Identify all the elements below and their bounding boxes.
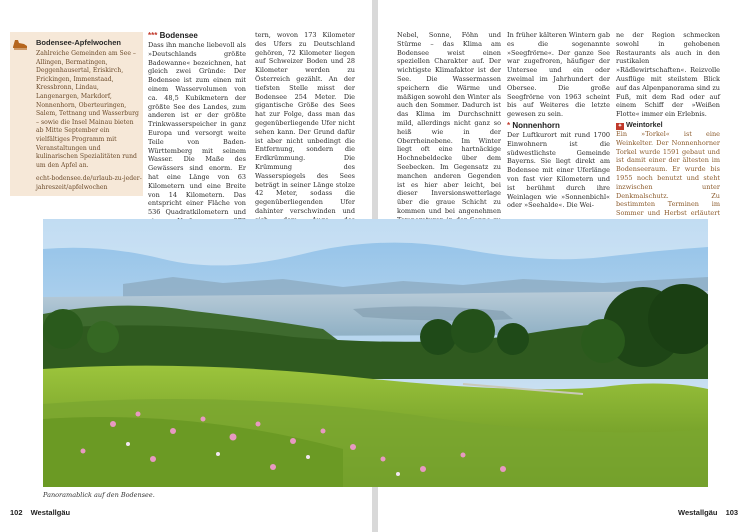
section-name: Westallgäu (678, 508, 718, 517)
column-bodensee (148, 31, 246, 235)
heading-text: Nonnenhorn (512, 120, 560, 130)
page-number: 103 (725, 508, 739, 517)
body-text: ne der Region schmecken sowohl in gehobenen Restaurants als auch in den rustikalen »Rädlewirtschaften«. Reizvolle Ausflüge mit steilstem Blick auf das Alpenpanorama sind zu Fuß, mit dem Rad oder auf einem Schiff der »Weißen Flotte« immer ein Erlebnis. (616, 31, 720, 119)
column-weintorkel (616, 31, 720, 227)
rating-stars: * (507, 120, 511, 130)
weintorkel-text: Ein »Torkel« ist eine Weinkelter. Der Nonnenhorner Torkel wurde 1591 gebaut und ist damit einer der ältesten im Bodenseeraum. Er wurde bis 1955 noch benutzt und steht inzwischen unter Denkmalschutz. Zu bestimmten Terminen im Sommer und Herbst erläutert (616, 129, 720, 218)
shoe-icon (11, 37, 29, 51)
info-box-link[interactable]: echt-bodensee.de/urlaub-zu-jeder-jahreszeit/apfelwochen (36, 175, 142, 191)
body-text: Der Luftkurort mit rund 1700 Einwohnern ist die südwestlichste Gemeinde Bayerns. Sie liegt direkt am Bodensee mit einer Uferlänge von fast vier Kilometern und ist berühmt durch ihre Weinlagen wie »Sonnenbichl« oder »Seehalde«. Die Wei- (507, 130, 610, 210)
info-box-body: Zahlreiche Gemeinden am See – Allingen, Bermatingen, Deggenhausertal, Eriskirch, Frickingen, Immenstaad, Kressbronn, Lindau, Langenargen, Markdorf, Nonnenhorn, Oberteuringen, Salem, Tettnang und Wasserburg – sowie die Insel Mainau bieten ab Mitte September ein vielfältiges Programm mit Veranstaltungen und kulinarischen Spezialitäten rund um den Apfel an. (36, 50, 139, 169)
folio-right (678, 508, 738, 517)
column-nonnenhorn (507, 31, 610, 210)
panorama-photo (43, 219, 708, 487)
heading-text: Weintorkel (626, 119, 663, 129)
column-klima (397, 31, 501, 233)
section-name: Westallgäu (30, 508, 71, 517)
info-box-title: Bodensee-Apfelwochen (36, 38, 122, 47)
page-number: 102 (10, 508, 23, 517)
body-text: tern, wovon 173 Kilometer des Ufers zu Deutschland gehören, 72 Kilometer liegen auf Schweizer Boden und 28 Kilometer werden zu Österreich gezählt. An der tiefsten Stelle misst der Bodensee 254 Meter. Die gigantische Größe des Sees hat zur Folge, dass man das gegenüberliegende Ufer nicht sehen kann. Der Grund dafür ist aber nicht unbedingt die Entfernung, sondern die Erdkrümmung. Die Krümmung des Wasserspiegels des Sees beträgt in seiner Länge stolze 42 Meter, sodass die gegenüberliegenden Ufer dahinter verschwinden und (255, 31, 355, 215)
section-heading-bodensee (148, 31, 246, 41)
folio-left (10, 508, 70, 517)
body-text: Dass ihn manche liebevoll als »Deutschlands größte Badewanne« bezeichnen, hat gleich zwei Gründe: Der Bodensee ist zum einen mit einem Wasservolumen von ca. 48,5 Kubikmetern der größte See des Landes, zum anderen ist er der größte Trinkwasserspeicher in ganz Europa und versorgt weite Teile von Baden-Württemberg mit seinem Wasser. Die Maße des Gewässers sind enorm. Er hat eine Länge von 63 Kilometern und eine Breite von 14 Kilometern. Das entspricht einer Fläche von 536 Quadratkilometern und (148, 41, 246, 217)
tip-icon: ✦ (617, 122, 623, 129)
rating-stars: *** (148, 31, 158, 40)
weintorkel-heading (616, 121, 720, 130)
body-text: Nebel, Sonne, Föhn und Stürme – das Klima am Bodensee weist einen speziellen Charakter auf. Der wichtigste Klimafaktor ist der See. Die Wassermassen speichern die Wärme und mäßigen sowohl den Winter als auch den Sommer. Dadurch ist das Klima im Durchschnitt mild, allerdings nicht ganz so heiß wie in der Oberrheinebene. Im Winter liegt oft eine hartnäckige Hochnebeldecke über dem Seebecken. Im Gegensatz zu manchen anderen Gegenden ist es hier aber leicht, bei dieser Inversionswetterlage über die graue Schicht zu kommen und bei angenehmen (397, 31, 501, 215)
column-bodensee-continued (255, 31, 355, 233)
section-heading-nonnenhorn (507, 121, 610, 131)
body-text: In früher kälteren Wintern gab es die sogenannte »Seegfrörne«. Der ganze See war zugefroren, häufiger der Untersee und ein oder zweimal im Jahrhundert der Obersee. Die große Seegfrörne von 1963 scheint bis auf Weiteres die letzte gewesen zu sein. (507, 31, 610, 119)
heading-text: Bodensee (159, 31, 198, 40)
photo-caption: Panoramablick auf den Bodensee. (43, 491, 155, 499)
